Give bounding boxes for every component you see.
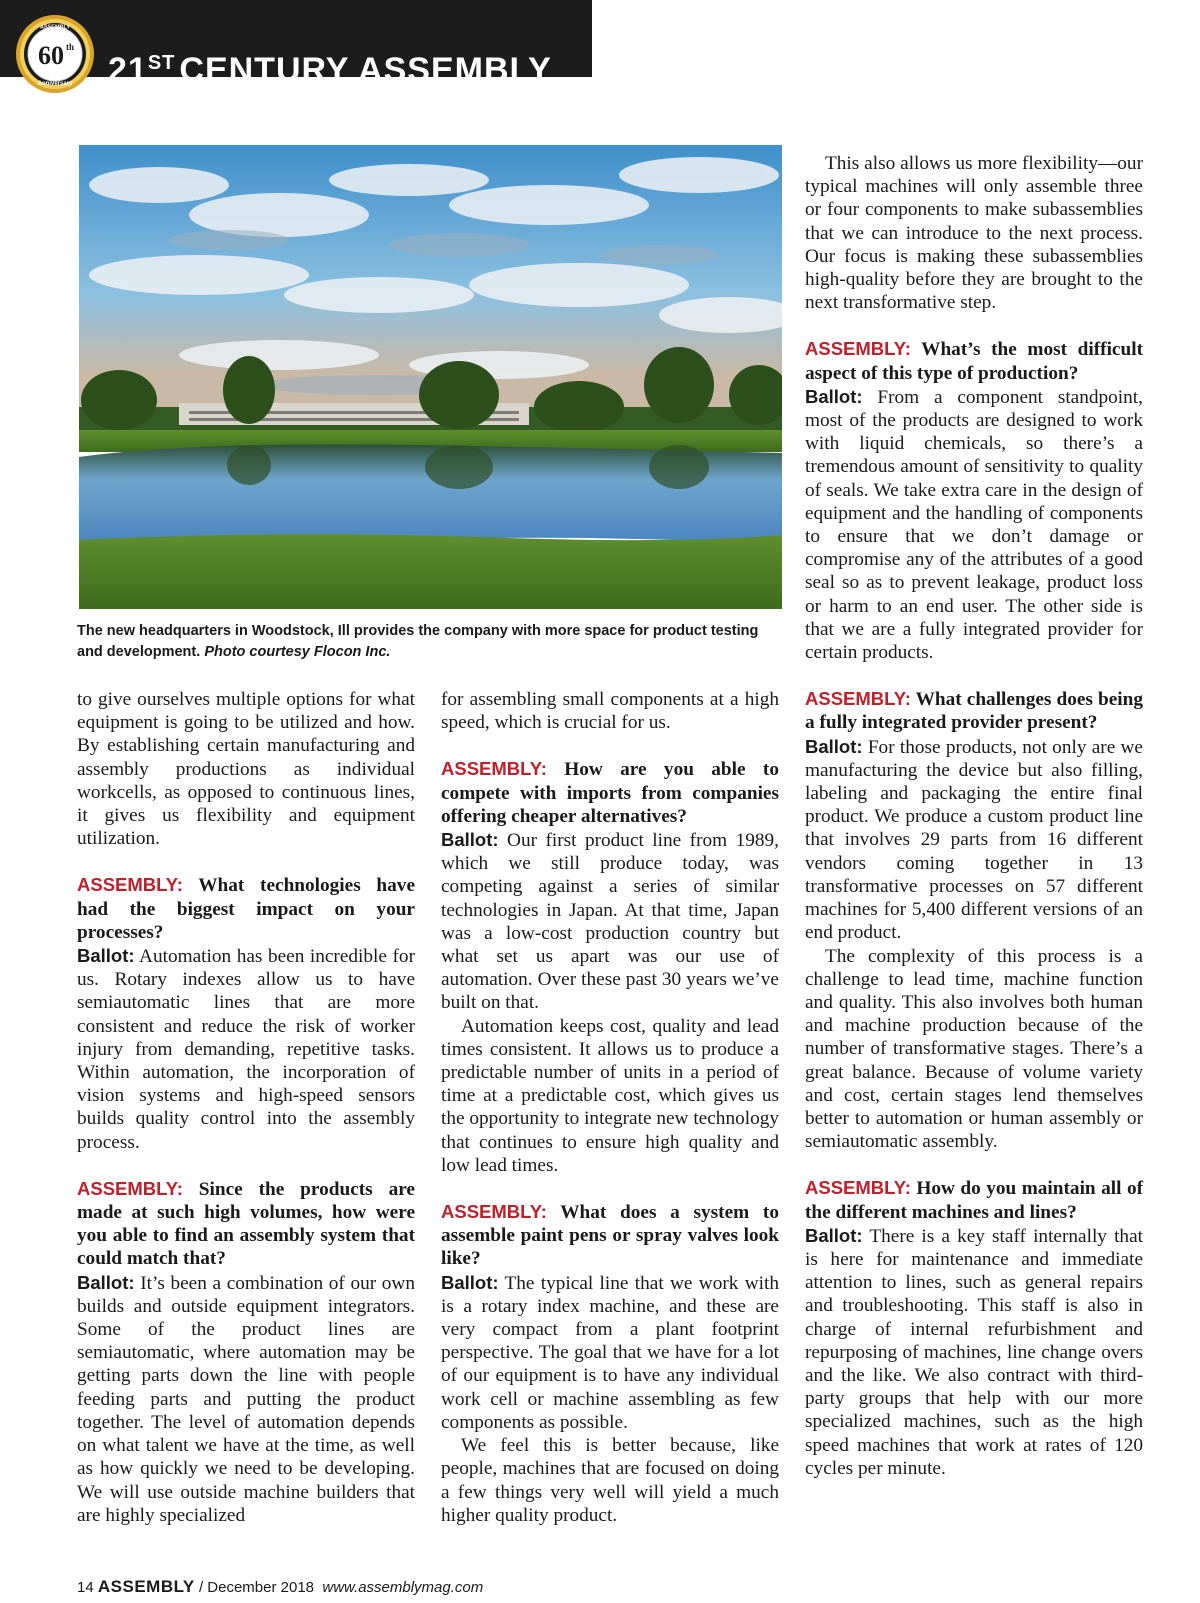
svg-text:60: 60	[38, 41, 64, 70]
question: ASSEMBLY: What’s the most difficult aspect of this type of production?	[805, 338, 1143, 384]
photo-credit: Photo courtesy Flocon Inc.	[204, 644, 391, 660]
answer: Ballot: For those products, not only are we manufacturing the device but also filling, labeling and packaging the entire final product. We produce a custom product line that involves 29 parts from 16 different vendors coming together in 13 transformative processes on 57 different machines for 5,400 different versions of an end product.	[805, 735, 1143, 944]
anniversary-badge-logo	[15, 14, 95, 94]
headquarters-photo	[79, 145, 782, 609]
issue-date: / December 2018	[198, 1579, 315, 1596]
answer: Ballot: It’s been a combination of our own builds and outside equipment integrators. Some of the product lines are semiautomatic, where automation may be getting parts down the line with people feeding parts and putting the product together. The level of automation depends on what talent we have at the time, as well as how quickly we need to be developing. We will use outside machine builders that are highly specialized	[77, 1271, 415, 1526]
answer: Ballot: From a component standpoint, most of the products are designed to work with liquid chemicals, so there’s a tremendous amount of sensitivity to quality of seals. We take extra care in the design of equipment and the handling of components to ensure that we don’t damage or compromise any of the attributes of a good seal so as to prevent leakage, product loss or harm to an end user. The other side is that we are a fully integrated provider for certain products.	[805, 385, 1143, 664]
paragraph: We feel this is better because, like people, machines that are focused on doing a few things very well will yield a much higher quality product.	[441, 1435, 779, 1526]
answer: Ballot: The typical line that we work with is a rotary index machine, and these are very compact from a plant footprint perspective. The goal that we have for a lot of our equipment is to have any individual work cell or machine assembling as few components as possible.	[441, 1271, 779, 1433]
paragraph: This also allows us more flexibility—our typical machines will only assemble three or four components to make subassemblies that we can introduce to the next process. Our focus is making these subassemblies high-quality before they are brought to the next transformative step.	[805, 153, 1143, 314]
question: ASSEMBLY: How are you able to compete with imports from companies offering cheaper alternatives?	[441, 758, 779, 827]
answer: Ballot: Automation has been incredible for us. Rotary indexes allow us to have semiautomatic lines that are more consistent and reduce the risk of worker injury from demanding, repetitive tasks. Within automation, the incorporation of vision systems and high-speed sensors builds quality control into the assembly process.	[77, 945, 415, 1153]
question: ASSEMBLY: What does a system to assemble paint pens or spray valves look like?	[441, 1201, 779, 1270]
question: ASSEMBLY: What technologies have had the biggest impact on your processes?	[77, 874, 415, 943]
paragraph: Automation keeps cost, quality and lead times consistent. It allows us to produce a predictable number of units in a period of time at a predictable cost, which gives us the opportunity to integrate new technology that continues to ensure high quality and low lead times.	[441, 1015, 779, 1176]
question: ASSEMBLY: Since the products are made at such high volumes, how were you able to find an assembly system that could match that?	[77, 1177, 415, 1270]
paragraph: The complexity of this process is a challenge to lead time, machine function and quality. This also involves both human and machine production because of the number of transformative stages. There’s a great balance. Because of volume variety and cost, certain stages lend themselves better to automation or human assembly or semiautomatic assembly.	[805, 945, 1143, 1153]
magazine-name: ASSEMBLY	[97, 1577, 195, 1596]
svg-text:Anniversary: Anniversary	[37, 81, 73, 87]
page-number: 14	[77, 1579, 94, 1596]
page-footer	[77, 1576, 483, 1600]
section-title: 21ST CENTURY ASSEMBLY	[108, 51, 552, 89]
article-column-3	[805, 152, 1143, 1480]
website-link[interactable]: www.assemblymag.com	[322, 1579, 484, 1596]
answer: Ballot: There is a key staff internally that is here for maintenance and immediate attention to lines, such as general repairs and troubleshooting. This staff is also in charge of internal refurbishment and repurposing of machines, line change overs and the like. We also contract with third-party groups that help with our more specialized machines, such as the high speed machines that work at rates of 120 cycles per minute.	[805, 1224, 1143, 1479]
article-column-1	[77, 688, 415, 1527]
svg-text:th: th	[65, 42, 75, 52]
paragraph: for assembling small components at a high speed, which is crucial for us.	[441, 689, 779, 734]
photo-caption: The new headquarters in Woodstock, Ill provides the company with more space for product testing and development. Photo courtesy Flocon Inc.	[77, 623, 759, 660]
question: ASSEMBLY: How do you maintain all of the different machines and lines?	[805, 1177, 1144, 1223]
article-column-2	[441, 688, 779, 1527]
paragraph: to give ourselves multiple options for what equipment is going to be utilized and how. By establishing certain manufacturing and assembly productions as individual workcells, as opposed to continuous lines, it gives us flexibility and equipment utilization.	[77, 689, 415, 850]
svg-text:ASSEMBLY: ASSEMBLY	[39, 24, 71, 31]
question: ASSEMBLY: What challenges does being a fully integrated provider present?	[805, 688, 1143, 734]
answer: Ballot: Our first product line from 1989, which we still produce today, was competing against a series of similar technologies in Japan. At that time, Japan was a low-cost production country but what set us apart was our use of automation. Over these past 30 years we’ve built on that.	[441, 829, 779, 1014]
